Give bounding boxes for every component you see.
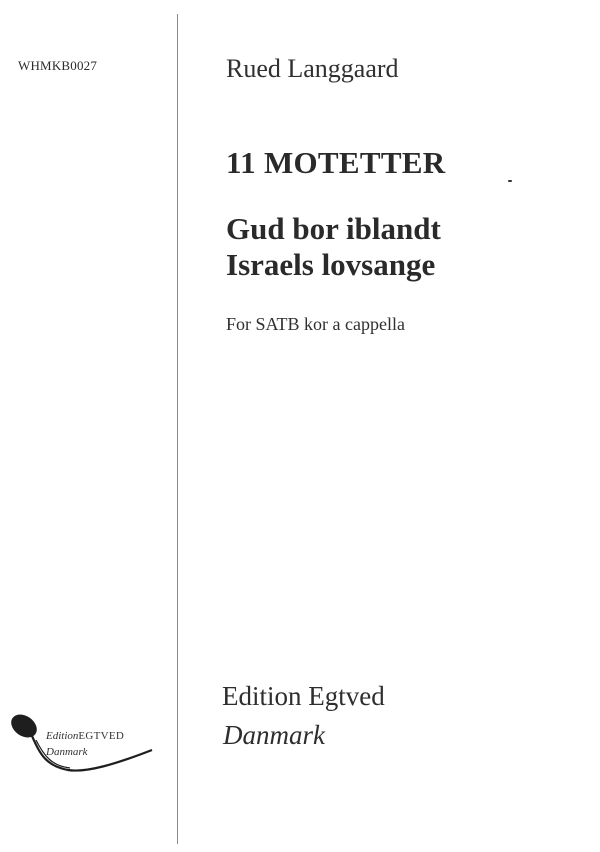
logo-text-line-2: Danmark xyxy=(46,746,88,758)
ink-speck xyxy=(508,180,512,182)
note-logo-icon xyxy=(6,706,156,778)
logo-text-prefix: Edition xyxy=(46,730,79,742)
work-title-line-1: Gud bor iblandt xyxy=(226,211,441,246)
publisher-country: Danmark xyxy=(223,720,325,750)
collection-title: 11 MOTETTER xyxy=(226,145,446,180)
vertical-divider xyxy=(177,14,178,844)
publisher-name: Edition Egtved xyxy=(222,681,385,711)
logo-text-line-1 xyxy=(46,730,124,742)
work-title xyxy=(226,211,441,283)
publisher-logo xyxy=(6,706,156,778)
composer-name: Rued Langgaard xyxy=(226,54,399,83)
scoring-text: For SATB kor a cappella xyxy=(226,314,405,334)
work-title-line-2: Israels lovsange xyxy=(226,247,436,282)
logo-text-caps: EGTVED xyxy=(78,730,125,742)
catalog-code: WHMKB0027 xyxy=(18,58,98,73)
